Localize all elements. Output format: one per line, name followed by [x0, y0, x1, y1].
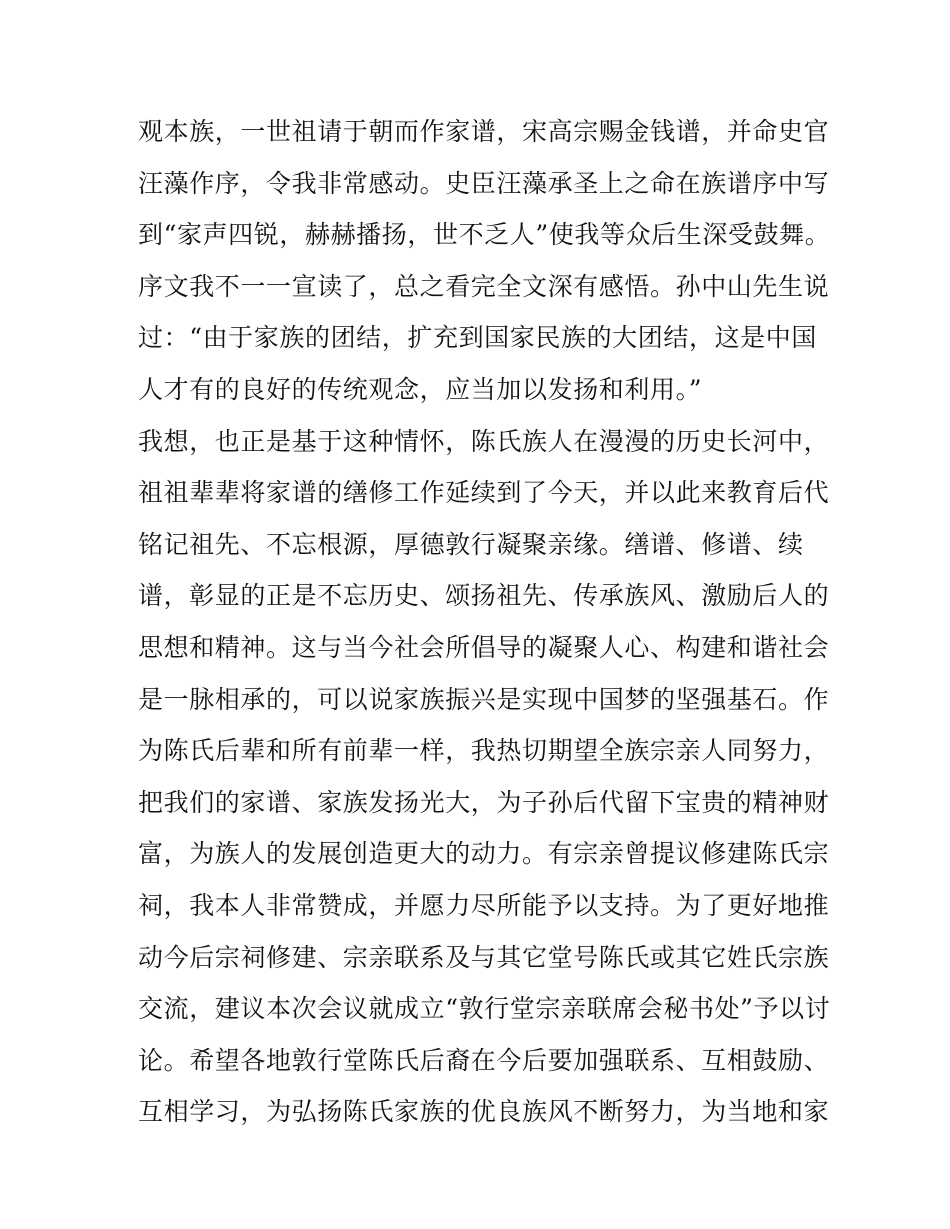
- text-line: 铭记祖先、不忘根源，厚德敦行凝聚亲缘。缮谱、修谱、续: [138, 529, 804, 559]
- text-line: 思想和精神。这与当今社会所倡导的凝聚人心、构建和谐社会: [138, 632, 830, 662]
- text-line: 富，为族人的发展创造更大的动力。有宗亲曾提议修建陈氏宗: [138, 839, 830, 869]
- text-line: 序文我不一一宣读了，总之看完全文深有感悟。孙中山先生说: [138, 271, 830, 301]
- text-line: 祠，我本人非常赞成，并愿力尽所能予以支持。为了更好地推: [138, 890, 830, 920]
- text-line: 把我们的家谱、家族发扬光大，为子孙后代留下宝贵的精神财: [138, 787, 830, 817]
- text-line: 动今后宗祠修建、宗亲联系及与其它堂号陈氏或其它姓氏宗族: [138, 942, 830, 972]
- text-line: 谱，彰显的正是不忘历史、颂扬祖先、传承族风、激励后人的: [138, 581, 830, 611]
- text-line: 论。希望各地敦行堂陈氏后裔在今后要加强联系、互相鼓励、: [138, 1045, 830, 1075]
- text-line: 我想，也正是基于这种情怀，陈氏族人在漫漫的历史长河中，: [138, 426, 830, 456]
- text-line: 到“家声四锐，赫赫播扬，世不乏人”使我等众后生深受鼓舞。: [138, 220, 831, 250]
- text-line: 是一脉相承的，可以说家族振兴是实现中国梦的坚强基石。作: [138, 684, 830, 714]
- text-line: 汪藻作序，令我非常感动。史臣汪藻承圣上之命在族谱序中写: [138, 168, 830, 198]
- text-line: 过：“由于家族的团结，扩充到国家民族的大团结，这是中国: [138, 323, 817, 353]
- text-line: 交流，建议本次会议就成立“敦行堂宗亲联席会秘书处”予以讨: [138, 994, 831, 1024]
- body-text: [138, 106, 831, 1138]
- text-line: 祖祖辈辈将家谱的缮修工作延续到了今天，并以此来教育后代: [138, 478, 830, 508]
- text-line: 人才有的良好的传统观念，应当加以发扬和利用。”: [138, 374, 703, 404]
- text-line: 观本族，一世祖请于朝而作家谱，宋高宗赐金钱谱，并命史官: [138, 117, 830, 146]
- text-line: 为陈氏后辈和所有前辈一样，我热切期望全族宗亲人同努力，: [138, 736, 830, 766]
- text-line: 互相学习，为弘扬陈氏家族的优良族风不断努力，为当地和家: [138, 1097, 830, 1127]
